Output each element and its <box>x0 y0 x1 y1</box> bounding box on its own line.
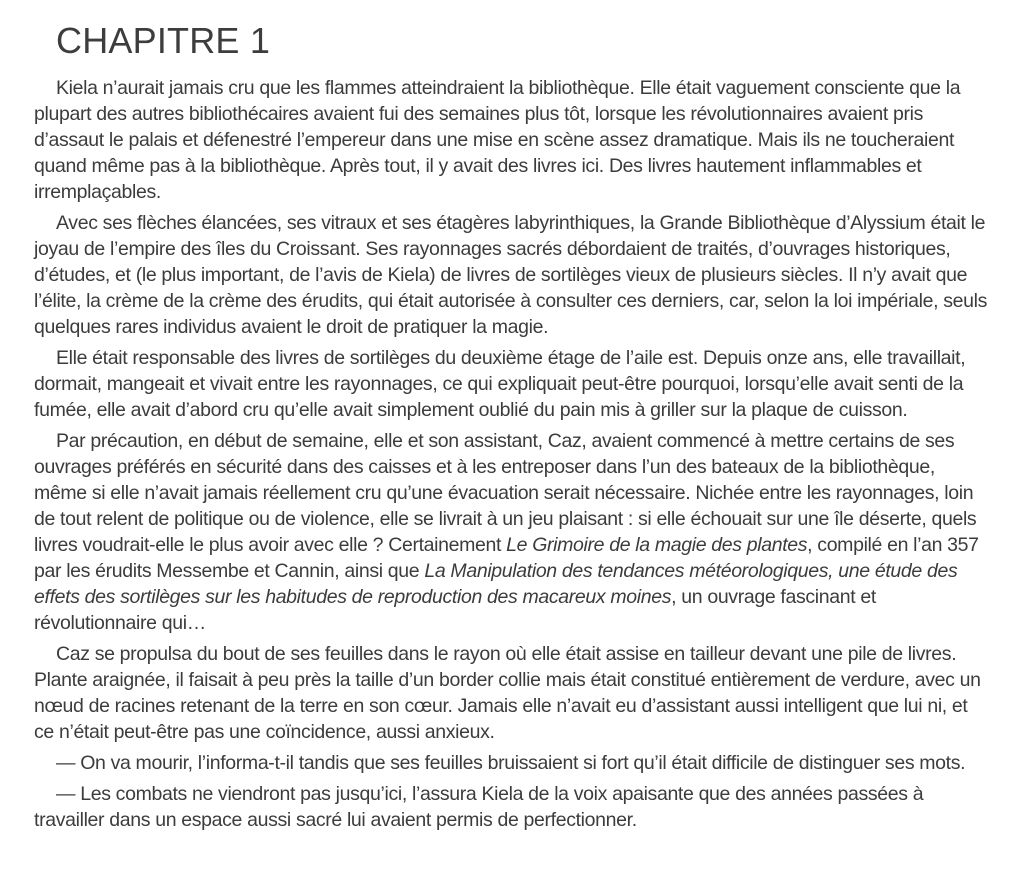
text-segment: — Les combats ne viendront pas jusqu’ici, l’assura Kiela de la voix apaisante que des années passées à travailler dans un espace aussi sacré lui avaient permis de perfectionner. <box>34 783 924 832</box>
book-title-text: La Manipulation des tendances météorologiques, une étude des effets des sortilèges sur les habitudes de reproduction des macareux moines <box>34 560 958 609</box>
text-segment: — On va mourir, l’informa-t-il tandis que ses feuilles bruissaient si fort qu’il était difficile de distinguer ses mots. <box>56 752 966 775</box>
paragraph <box>34 75 988 205</box>
chapter-title: CHAPITRE 1 <box>56 20 271 61</box>
text-segment: Avec ses flèches élancées, ses vitraux et ses étagères labyrinthiques, la Grande Bibliothèque d’Alyssium était le joyau de l’empire des îles du Croissant. Ses rayonnages sacrés débordaient de traités, d’ouvrages historiques, d’études, et (le plus important, de l’avis de Kiela) de livres de sortilèges vieux de plusieurs siècles. Il n’y avait que l’élite, la crème de la crème des érudits, qui était autorisée à consulter ces derniers, car, selon la loi impériale, seuls quelques rares individus avaient le droit de pratiquer la magie. <box>34 212 988 339</box>
paragraph <box>34 750 988 776</box>
text-segment: Kiela n’aurait jamais cru que les flammes atteindraient la bibliothèque. Elle était vaguement consciente que la plupart des autres bibliothécaires avaient fui des semaines plus tôt, lorsque les révolutionnaires avaient pris d’assaut le palais et défenestré l’empereur dans une mise en scène assez dramatique. Mais ils ne toucheraient quand même pas à la bibliothèque. Après tout, il y avait des livres ici. Des livres hautement inflammables et irremplaçables. <box>34 77 961 204</box>
text-segment: Caz se propulsa du bout de ses feuilles dans le rayon où elle était assise en tailleur devant une pile de livres. Plante araignée, il faisait à peu près la taille d’un border collie mais était constitué entièrement de verdure, avec un nœud de racines retenant de la terre en son cœur. Jamais elle n’avait eu d’assistant aussi intelligent que lui ni, et ce n’était peut-être pas une coïncidence, aussi anxieux. <box>34 643 981 744</box>
paragraph <box>34 781 988 833</box>
text-segment: Elle était responsable des livres de sortilèges du deuxième étage de l’aile est. Depuis onze ans, elle travaillait, dormait, mangeait et vivait entre les rayonnages, ce qui expliquait peut-être pourquoi, lorsqu’elle avait senti de la fumée, elle avait d’abord cru qu’elle avait simplement oublié du pain mis à griller sur la plaque de cuisson. <box>34 347 966 422</box>
paragraph <box>34 428 988 636</box>
text-segment: , compilé en l’an 357 par les érudits Messembe et Cannin, ainsi que <box>34 534 979 583</box>
text-segment: , un ouvrage fascinant et révolutionnaire qui… <box>34 586 876 635</box>
paragraph <box>34 641 988 745</box>
text-segment: Par précaution, en début de semaine, elle et son assistant, Caz, avaient commencé à mettre certains de ses ouvrages préférés en sécurité dans des caisses et à les entreposer dans l’un des bateaux de la bibliothèque, même si elle n’avait jamais réellement cru qu’une évacuation serait nécessaire. Nichée entre les rayonnages, loin de tout relent de politique ou de violence, elle se livrait à un jeu plaisant : si elle échouait sur une île déserte, quels livres voudrait-elle le plus avoir avec elle ? Certainement <box>34 430 977 557</box>
paragraph <box>34 210 988 340</box>
paragraph <box>34 345 988 423</box>
chapter-body <box>34 75 988 833</box>
book-title-text: Le Grimoire de la magie des plantes <box>506 534 808 557</box>
